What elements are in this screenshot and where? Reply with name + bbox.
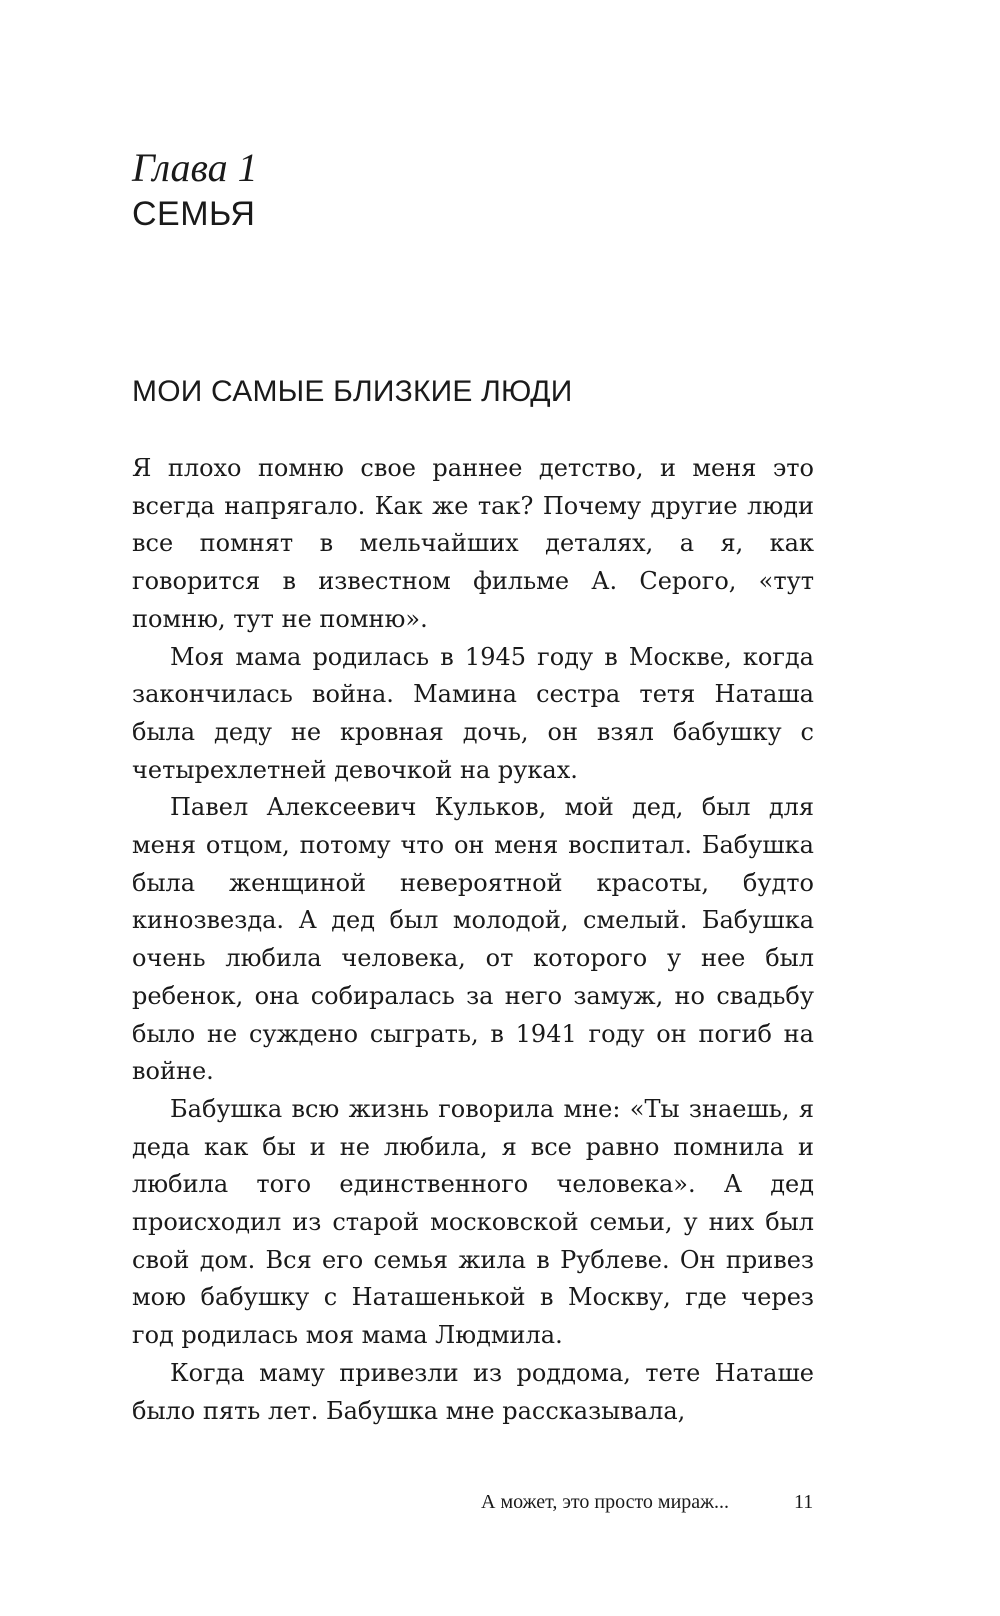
paragraph: Я плохо помню свое раннее детство, и меня это всегда напрягало. Как же так? Почему другие люди все помнят в мельчайших деталях, а я, как говорится в известном фильме А. Серого, «тут помню, тут не помню». [132,454,814,633]
chapter-label: Глава 1 [132,145,258,190]
page-number: 11 [794,1491,814,1513]
paragraph: Павел Алексеевич Кульков, мой дед, был для меня отцом, потому что он меня воспитал. Бабушка была женщиной невероятной красоты, будто кинозвезда. А дед был молодой, смелый. Бабушка очень любила человека, от которого у нее был ребенок, она собиралась за него замуж, но свадьбу было не суждено сыграть, в 1941 году он погиб на войне. [132,793,814,1086]
running-footer-title: А может, это просто мираж... [481,1491,729,1513]
chapter-title: СЕМЬЯ [132,195,256,233]
paragraph: Когда маму привезли из роддома, тете Наташе было пять лет. Бабушка мне рассказывала, [132,1358,814,1425]
section-title: МОИ САМЫЕ БЛИЗКИЕ ЛЮДИ [132,375,573,408]
body-text [132,450,814,1430]
paragraph: Моя мама родилась в 1945 году в Москве, когда закончилась война. Мамина сестра тетя Наташа была деду не кровная дочь, он взял бабушку с четырехлетней девочкой на руках. [132,642,814,784]
paragraph: Бабушка всю жизнь говорила мне: «Ты знаешь, я деда как бы и не любила, я все равно помнила и любила того единственного человека». А дед происходил из старой московской семьи, у них был свой дом. Вся его семья жила в Рублеве. Он привез мою бабушку с Наташенькой в Москву, где через год родилась моя мама Людмила. [132,1094,814,1350]
